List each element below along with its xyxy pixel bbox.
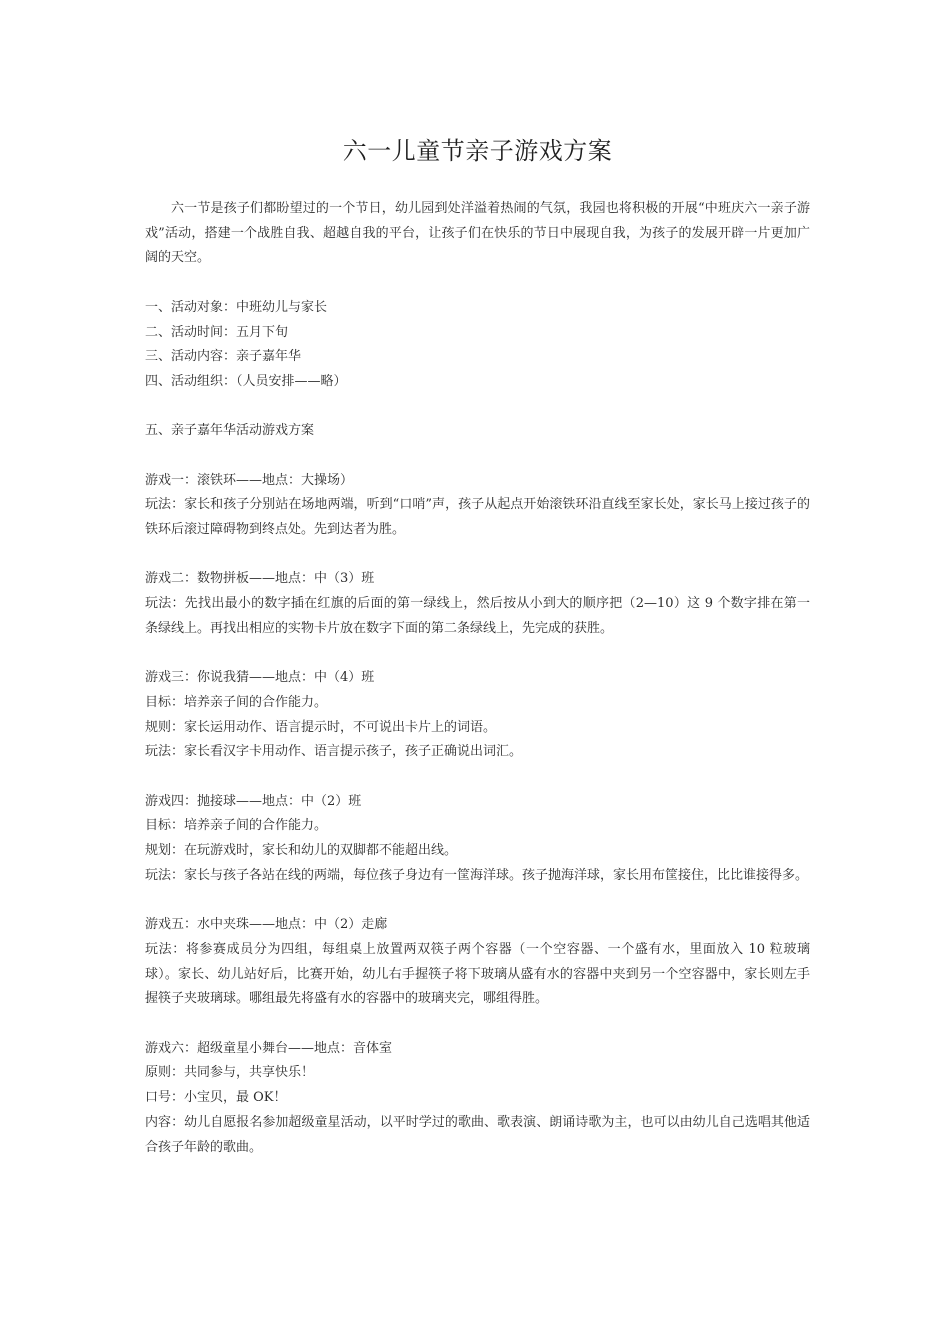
info-line-target: 一、活动对象：中班幼儿与家长 [145,299,328,315]
spacer [145,1012,810,1037]
spacer [145,889,810,914]
game-6-principle: 原则：共同参与，共享快乐！ [145,1065,315,1081]
game-4-play: 玩法：家长与孩子各站在线的两端，每位孩子身边有一筐海洋球。孩子抛海洋球，家长用布筐接住，比比谁接得多。 [145,867,809,883]
game-3-rule: 规则：家长运用动作、语言提示时，不可说出卡片上的词语。 [145,719,497,735]
spacer [145,395,810,420]
spacer [145,543,810,568]
game-1-rules: 玩法：家长和孩子分别站在场地两端，听到“口哨”声，孩子从起点开始滚铁环沿直线至家长处，家长马上接过孩子的铁环后滚过障碍物到终点处。先到达者为胜。 [145,497,810,538]
info-line-organization: 四、活动组织：（人员安排——略） [145,373,347,389]
game-2-title: 游戏二：数物拼板——地点：中（3）班 [145,571,375,587]
game-4-plan: 规划：在玩游戏时，家长和幼儿的双脚都不能超出线。 [145,843,458,859]
game-4-goal: 目标：培养亲子间的合作能力。 [145,818,328,834]
game-1-title: 游戏一：滚铁环——地点：大操场） [145,472,354,488]
game-3-goal: 目标：培养亲子间的合作能力。 [145,694,328,710]
intro-paragraph: 六一节是孩子们都盼望过的一个节日，幼儿园到处洋溢着热闹的气氛，我园也将积极的开展“中班庆六一亲子游戏”活动，搭建一个战胜自我、超越自我的平台，让孩子们在快乐的节日中展现自我，为孩子的发展开辟一片更加广阔的天空。 [145,201,810,266]
page-title: 六一儿童节亲子游戏方案 [342,137,613,165]
spacer [145,271,810,296]
document-body [145,197,810,1160]
game-3-play: 玩法：家长看汉字卡用动作、语言提示孩子，孩子正确说出词汇。 [145,744,523,760]
game-5-play: 玩法：将参赛成员分为四组，每组桌上放置两双筷子两个容器（一个空容器、一个盛有水，里面放入 10 粒玻璃球）。家长、幼儿站好后，比赛开始，幼儿右手握筷子将下玻璃从盛有水的容器中夹到另一个空容器中，家长则左手握筷子夹玻璃球。哪组最先将盛有水的容器中的玻璃夹完，哪组得胜。 [145,941,810,1007]
game-6-title: 游戏六：超级童星小舞台——地点：音体室 [145,1040,393,1056]
game-5-title: 游戏五：水中夹珠——地点：中（2）走廊 [145,917,388,933]
game-2-rules: 玩法：先找出最小的数字插在红旗的后面的第一绿线上，然后按从小到大的顺序把（2—10）这 9 个数字排在第一条绿线上。再找出相应的实物卡片放在数字下面的第二条绿线上，先完成的获胜。 [145,596,810,636]
section-heading: 五、亲子嘉年华活动游戏方案 [145,423,315,439]
info-line-content: 三、活动内容：亲子嘉年华 [145,349,302,365]
info-line-time: 二、活动时间：五月下旬 [145,324,289,340]
spacer [145,444,810,469]
game-6-content: 内容：幼儿自愿报名参加超级童星活动，以平时学过的歌曲、歌表演、朗诵诗歌为主，也可以由幼儿自己选唱其他适合孩子年龄的歌曲。 [145,1114,810,1155]
game-4-title: 游戏四：抛接球——地点：中（2）班 [145,793,362,809]
game-3-title: 游戏三：你说我猜——地点：中（4）班 [145,670,375,686]
spacer [145,642,810,667]
game-6-slogan: 口号：小宝贝，最 OK！ [145,1090,287,1106]
spacer [145,765,810,790]
